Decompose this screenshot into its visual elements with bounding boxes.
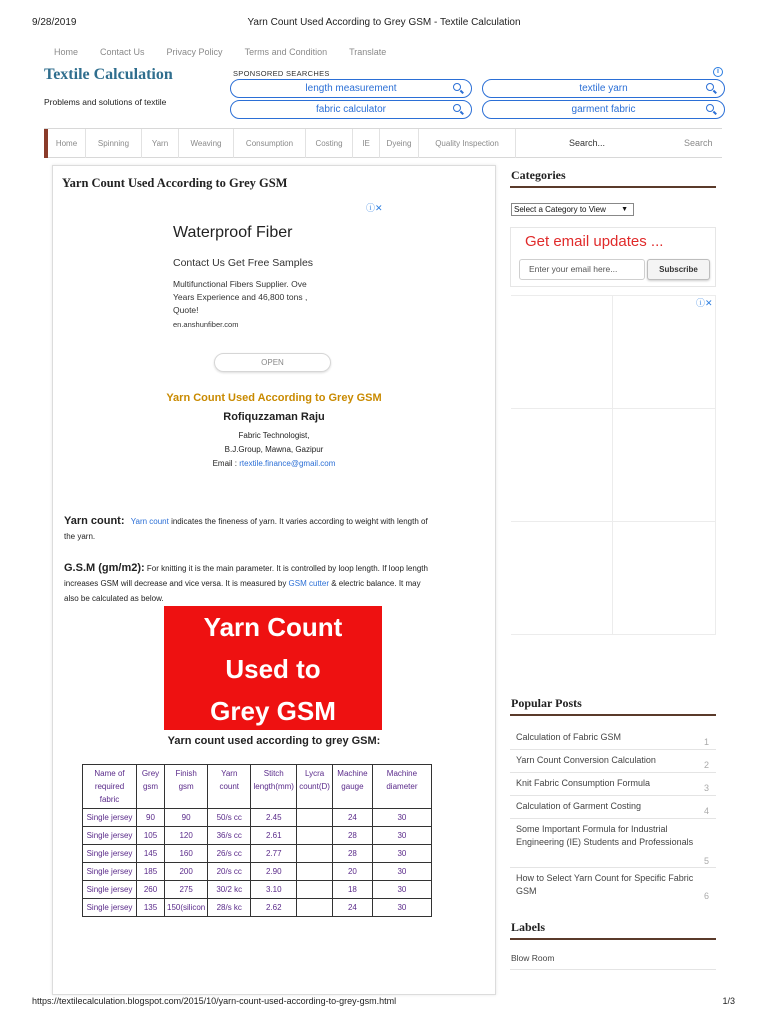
email-label: Email : — [212, 459, 240, 468]
table-header-cell: Lycra count(D) — [297, 765, 333, 809]
table-cell: 20 — [332, 863, 372, 881]
sponsored-search-fabric-calculator[interactable] — [230, 100, 472, 119]
search-input[interactable]: Search... — [569, 138, 606, 148]
ad-tile[interactable] — [511, 409, 613, 522]
author-name: Rofiquzzaman Raju — [223, 411, 325, 423]
labels-heading: Labels — [511, 920, 546, 934]
popular-post-link[interactable]: Knit Fabric Consumption Formula — [516, 778, 651, 788]
top-nav-terms[interactable]: Terms and Condition — [244, 47, 328, 57]
table-header-cell: Grey gsm — [137, 765, 165, 809]
site-description: Problems and solutions of textile — [44, 97, 167, 107]
table-cell: 90 — [137, 809, 165, 827]
table-row — [83, 845, 432, 863]
popular-posts-heading: Popular Posts — [511, 696, 582, 710]
sponsored-search-length-measurement[interactable] — [230, 79, 472, 98]
table-cell — [297, 881, 333, 899]
ad-tile[interactable] — [511, 522, 613, 635]
ad-tile[interactable] — [613, 522, 716, 635]
search-icon — [453, 104, 461, 115]
popular-post-link[interactable]: Calculation of Garment Costing — [516, 801, 642, 811]
table-cell: 26/s cc — [208, 845, 251, 863]
table-cell: 50/s cc — [208, 809, 251, 827]
table-header-cell: Stitch length(mm) — [251, 765, 297, 809]
gsm-text-line3: also be calculated as below. — [64, 594, 164, 603]
sponsored-search-label: fabric calculator — [315, 104, 387, 115]
ad-body-line: Quote! — [173, 305, 199, 315]
email-input[interactable]: Enter your email here... — [519, 259, 645, 280]
ad-tile[interactable] — [511, 296, 613, 409]
category-select-value: Select a Category to View — [514, 205, 606, 214]
table-row — [83, 863, 432, 881]
table-caption: Yarn count used according to grey GSM: — [167, 735, 381, 747]
sponsored-search-label: length measurement — [305, 83, 397, 94]
table-cell: 36/s cc — [208, 827, 251, 845]
table-cell: 135 — [137, 899, 165, 917]
ad-url[interactable]: en.anshunfiber.com — [173, 320, 239, 329]
list-separator — [510, 772, 716, 773]
table-cell: Single jersey — [83, 827, 137, 845]
chevron-down-icon: ▼ — [621, 206, 628, 213]
popular-post-rank: 6 — [704, 891, 710, 901]
nav-dyeing[interactable]: Dyeing — [380, 129, 419, 158]
table-cell: 2.61 — [251, 827, 297, 845]
author-role: Fabric Technologist, — [238, 431, 310, 440]
print-page-title: Yarn Count Used According to Grey GSM - Textile Calculation — [247, 17, 521, 28]
table-header-cell: Finish gsm — [165, 765, 208, 809]
popular-post-link[interactable]: Calculation of Fabric GSM — [516, 732, 622, 742]
table-header-row — [83, 765, 432, 809]
table-cell: 20/s cc — [208, 863, 251, 881]
table-cell: Single jersey — [83, 899, 137, 917]
table-header-cell: Machine gauge — [332, 765, 372, 809]
gsm-term: G.S.M (gm/m2): — [64, 562, 145, 574]
author-org: B.J.Group, Mawna, Gazipur — [224, 445, 324, 454]
table-cell: Single jersey — [83, 845, 137, 863]
list-separator — [510, 969, 716, 970]
ad-choices-icon[interactable]: ⓘ✕ — [366, 203, 383, 213]
popular-post-rank: 1 — [704, 737, 710, 747]
gsm-text-part: & electric balance. It may — [329, 579, 421, 588]
table-cell — [297, 899, 333, 917]
top-nav-privacy[interactable]: Privacy Policy — [166, 47, 223, 57]
table-cell: 200 — [165, 863, 208, 881]
search-icon — [706, 104, 714, 115]
yarn-count-paragraph — [64, 514, 484, 544]
table-cell: 260 — [137, 881, 165, 899]
popular-post-rank: 5 — [704, 856, 710, 866]
table-cell: 28/s kc — [208, 899, 251, 917]
nav-yarn[interactable]: Yarn — [142, 129, 179, 158]
table-cell — [297, 863, 333, 881]
yarn-count-table — [82, 764, 432, 917]
label-link[interactable]: Blow Room — [511, 953, 555, 963]
banner-image — [164, 606, 382, 730]
table-row — [83, 899, 432, 917]
table-header-cell: Yarn count — [208, 765, 251, 809]
gsm-text-line2 — [64, 576, 484, 591]
table-header-cell: Machine diameter — [372, 765, 431, 809]
ad-body-line: Multifunctional Fibers Supplier. Ove — [173, 279, 307, 289]
table-header-cell: Name of required fabric — [83, 765, 137, 809]
list-separator — [510, 795, 716, 796]
ad-body — [173, 278, 333, 317]
table-cell: 160 — [165, 845, 208, 863]
ad-subheadline[interactable]: Contact Us Get Free Samples — [173, 257, 314, 269]
popular-post-link[interactable]: How to Select Yarn Count for Specific Fabric GSM — [516, 873, 694, 896]
nav-ie[interactable]: IE — [353, 129, 380, 158]
popular-post-rank: 4 — [704, 806, 710, 816]
table-cell: 30 — [372, 827, 431, 845]
sponsored-label: SPONSORED SEARCHES — [233, 69, 330, 78]
top-nav-contact[interactable]: Contact Us — [100, 47, 145, 57]
popular-post-link[interactable]: Some Important Formula for Industrial Engineering (IE) Students and Professionals — [516, 824, 694, 847]
top-nav-translate[interactable]: Translate — [349, 47, 387, 57]
author-email-link[interactable]: rtextile.finance@gmail.com — [239, 459, 336, 468]
sidebar-divider — [510, 714, 716, 716]
top-nav — [54, 47, 408, 57]
table-cell: 3.10 — [251, 881, 297, 899]
table-cell: 120 — [165, 827, 208, 845]
gsm-text-part: increases GSM will decrease and vice versa. It is measured by — [64, 579, 289, 588]
print-date: 9/28/2019 — [32, 17, 77, 28]
yarn-count-term: Yarn count: — [64, 515, 125, 527]
post-title: Yarn Count Used According to Grey GSM — [62, 176, 288, 190]
table-cell: 2.77 — [251, 845, 297, 863]
table-cell: 150(silicon — [165, 899, 208, 917]
table-cell: 2.90 — [251, 863, 297, 881]
table-cell: 30 — [372, 809, 431, 827]
sidebar-ad[interactable] — [511, 295, 716, 685]
categories-heading: Categories — [511, 168, 566, 182]
banner-line: Used to — [225, 654, 321, 684]
nav-spinning[interactable]: Spinning — [86, 129, 142, 158]
nav-home[interactable]: Home — [48, 129, 86, 158]
sponsored-search-textile-yarn[interactable] — [482, 79, 725, 98]
table-cell: Single jersey — [83, 809, 137, 827]
nav-weaving[interactable]: Weaving — [179, 129, 234, 158]
table-cell: 30 — [372, 863, 431, 881]
nav-consumption[interactable]: Consumption — [234, 129, 306, 158]
article-heading: Yarn Count Used According to Grey GSM — [166, 392, 382, 404]
table-cell: 105 — [137, 827, 165, 845]
sponsored-search-label: textile yarn — [579, 83, 628, 94]
table-cell: 145 — [137, 845, 165, 863]
banner-line: Yarn Count — [203, 612, 343, 642]
ad-body-line: Years Experience and 46,800 tons , — [173, 292, 308, 302]
popular-post-rank: 2 — [704, 760, 710, 770]
main-nav — [44, 128, 722, 158]
category-select[interactable] — [511, 203, 634, 216]
ad-choices-icon[interactable]: ⓘ✕ — [696, 298, 713, 308]
yarn-count-text-cont: the yarn. — [64, 532, 96, 541]
yarn-count-link[interactable]: Yarn count — [130, 517, 169, 526]
list-separator — [510, 749, 716, 750]
search-icon — [706, 83, 714, 94]
popular-post-link[interactable]: Yarn Count Conversion Calculation — [516, 755, 656, 765]
print-page-number: 1/3 — [722, 996, 735, 1006]
table-cell: 30 — [372, 881, 431, 899]
sponsored-search-label: garment fabric — [571, 104, 636, 115]
info-icon[interactable]: i — [713, 67, 723, 77]
table-cell: 90 — [165, 809, 208, 827]
ad-tile[interactable] — [613, 296, 716, 409]
popular-post-rank: 3 — [704, 783, 710, 793]
author-email-line — [52, 459, 496, 468]
sidebar-divider — [510, 938, 716, 940]
table-cell: 28 — [332, 827, 372, 845]
banner-line: Grey GSM — [210, 696, 336, 726]
table-cell: 2.62 — [251, 899, 297, 917]
table-cell: 275 — [165, 881, 208, 899]
yarn-count-text: indicates the fineness of yarn. It varies according to weight with length of — [168, 517, 428, 526]
sidebar-divider — [510, 186, 716, 188]
gsm-paragraph — [64, 561, 484, 606]
gsm-text: For knitting it is the main parameter. It is controlled by loop length. If loop length — [144, 564, 428, 573]
email-updates-title: Get email updates ... — [525, 233, 664, 250]
table-cell: 24 — [332, 809, 372, 827]
table-row — [83, 881, 432, 899]
search-icon — [453, 83, 461, 94]
gsm-cutter-link[interactable]: GSM cutter — [288, 579, 329, 588]
table-cell: 24 — [332, 899, 372, 917]
table-cell: 18 — [332, 881, 372, 899]
table-cell: 28 — [332, 845, 372, 863]
ad-open-button[interactable]: OPEN — [214, 353, 331, 372]
table-cell: 2.45 — [251, 809, 297, 827]
search-button[interactable]: Search — [684, 138, 713, 148]
site-title[interactable]: Textile Calculation — [44, 66, 173, 83]
table-cell: 30/2 kc — [208, 881, 251, 899]
top-nav-home[interactable]: Home — [54, 47, 79, 57]
list-separator — [510, 867, 716, 868]
print-url: https://textilecalculation.blogspot.com/2015/10/yarn-count-used-according-to-grey-gsm.html — [32, 996, 397, 1006]
sponsored-search-garment-fabric[interactable] — [482, 100, 725, 119]
table-cell: 185 — [137, 863, 165, 881]
subscribe-button[interactable]: Subscribe — [647, 259, 710, 280]
table-cell: Single jersey — [83, 881, 137, 899]
nav-quality-inspection[interactable]: Quality Inspection — [419, 129, 516, 158]
table-cell: 30 — [372, 845, 431, 863]
table-row — [83, 809, 432, 827]
table-cell — [297, 845, 333, 863]
table-cell: 30 — [372, 899, 431, 917]
table-cell — [297, 809, 333, 827]
ad-headline[interactable]: Waterproof Fiber — [173, 224, 293, 241]
nav-costing[interactable]: Costing — [306, 129, 353, 158]
table-cell: Single jersey — [83, 863, 137, 881]
table-row — [83, 827, 432, 845]
ad-tile[interactable] — [613, 409, 716, 522]
list-separator — [510, 818, 716, 819]
table-cell — [297, 827, 333, 845]
